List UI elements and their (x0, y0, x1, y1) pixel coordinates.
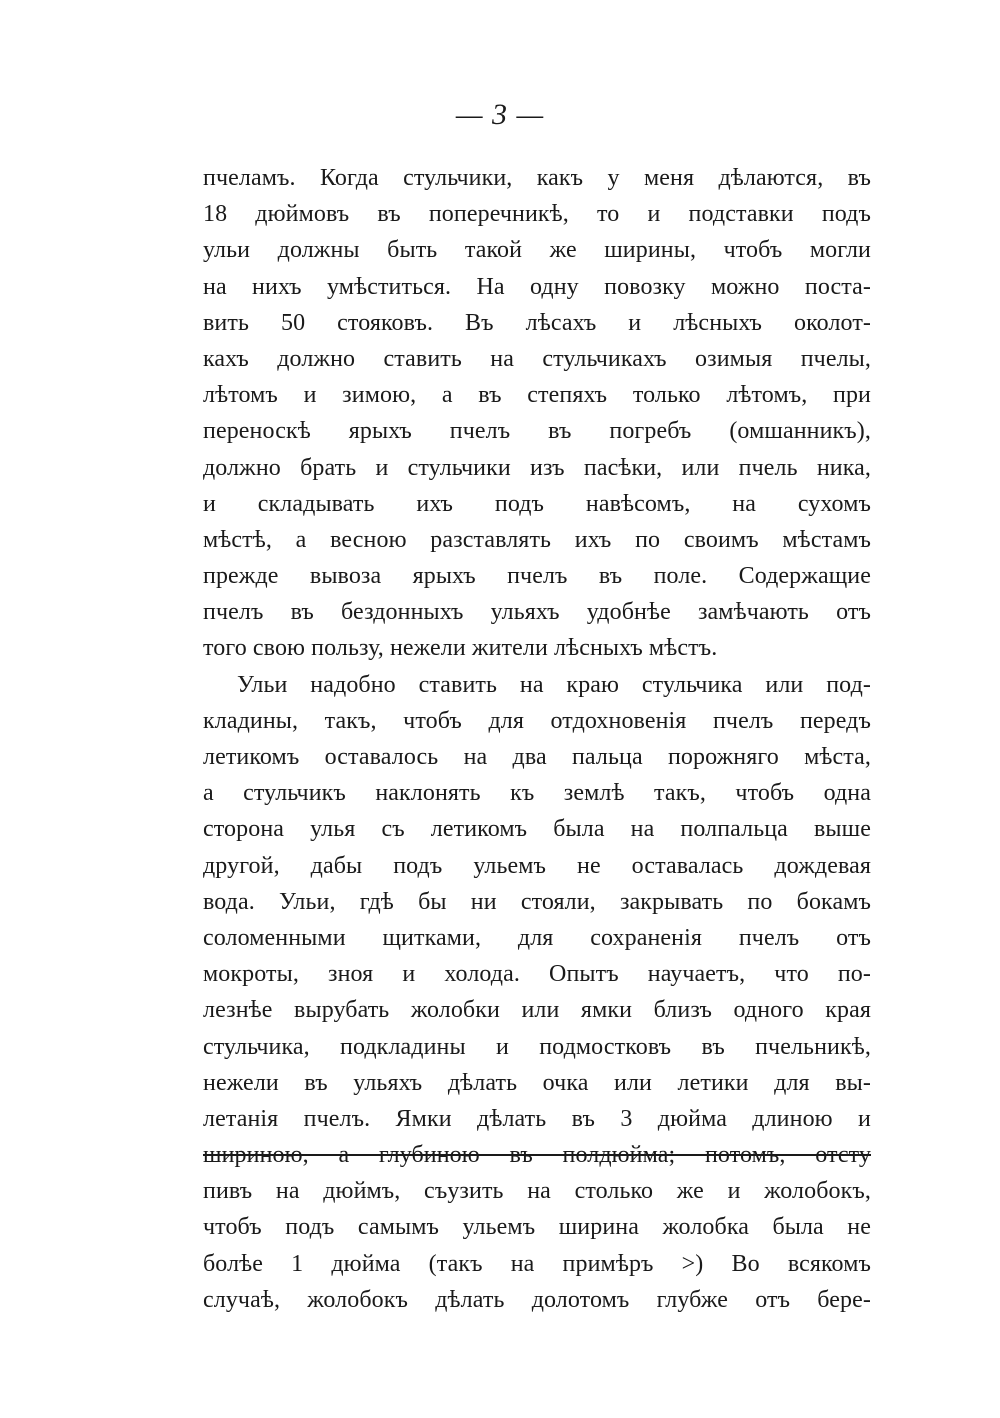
text-line: прежде вывоза ярыхъ пчелъ въ поле. Содержащие (203, 563, 871, 590)
text-line: лѣтомъ и зимою, а въ степяхъ только лѣтомъ, при (203, 382, 871, 409)
paragraph-end-line: того свою пользу, нежели жители лѣсныхъ мѣстъ. (203, 635, 718, 662)
text-line: кладины, такъ, чтобъ для отдохновенія пчелъ передъ (203, 707, 871, 734)
body-text (203, 160, 871, 1318)
text-line: должно брать и стульчики изъ пасѣки, или пчель ника, (203, 454, 871, 481)
text-line: мокроты, зноя и холода. Опытъ научаетъ, что по- (203, 961, 871, 988)
text-line: а стульчикъ наклонять къ землѣ такъ, чтобъ одна (203, 780, 871, 807)
text-line: лезнѣе вырубать жолобки или ямки близъ одного края (203, 997, 871, 1024)
text-line: вода. Ульи, гдѣ бы ни стояли, закрывать по бокамъ (203, 888, 871, 915)
text-line: летанія пчелъ. Ямки дѣлать въ 3 дюйма длиною и (203, 1105, 871, 1132)
text-line: пчелъ въ бездонныхъ ульяхъ удобнѣе замѣчають отъ (203, 599, 871, 626)
text-line: нежели въ ульяхъ дѣлать очка или летики для вы- (203, 1069, 871, 1096)
text-line: мѣстѣ, а весною разставлять ихъ по своимъ мѣстамъ (203, 526, 871, 553)
text-line: и складывать ихъ подъ навѣсомъ, на сухомъ (203, 490, 871, 517)
text-line: другой, дабы подъ ульемъ не оставалась дождевая (203, 852, 871, 879)
text-line: ульи должны быть такой же ширины, чтобъ могли (203, 237, 871, 264)
text-line: сторона улья съ летикомъ была на полпальца выше (203, 816, 871, 843)
page-number: — 3 — (455, 98, 545, 131)
text-line: кахъ должно ставить на стульчикахъ озимыя пчелы, (203, 345, 871, 372)
paragraph-start-line: Ульи надобно ставить на краю стульчика или под- (237, 671, 871, 698)
text-line: летикомъ оставалось на два пальца порожняго мѣста, (203, 744, 871, 770)
text-line: соломенными щитками, для сохраненія пчелъ отъ (203, 924, 871, 951)
text-line: 18 дюймовъ въ поперечникѣ, то и подставки подъ (203, 201, 871, 228)
struck-through-line: шириною, а глубиною въ полдюйма; потомъ, отсту (203, 1142, 871, 1169)
text-line: на нихъ умѣститься. На одну повозку можно поста- (203, 273, 871, 300)
text-line: случаѣ, жолобокъ дѣлать долотомъ глубже отъ бере- (203, 1286, 871, 1313)
text-line: пивъ на дюймъ, съузить на столько же и жолобокъ, (203, 1178, 871, 1205)
text-line: стульчика, подкладины и подмостковъ въ пчельникѣ, (203, 1033, 871, 1060)
text-line: переноскѣ ярыхъ пчелъ въ погребъ (омшанникъ), (203, 418, 871, 445)
text-line: чтобъ подъ самымъ ульемъ ширина жолобка была не (203, 1214, 871, 1241)
text-line: болѣе 1 дюйма (такъ на примѣръ >) Во всякомъ (203, 1250, 871, 1277)
text-line: вить 50 стояковъ. Въ лѣсахъ и лѣсныхъ околот- (203, 309, 871, 336)
text-line: пчеламъ. Когда стульчики, какъ у меня дѣлаются, въ (203, 165, 871, 191)
